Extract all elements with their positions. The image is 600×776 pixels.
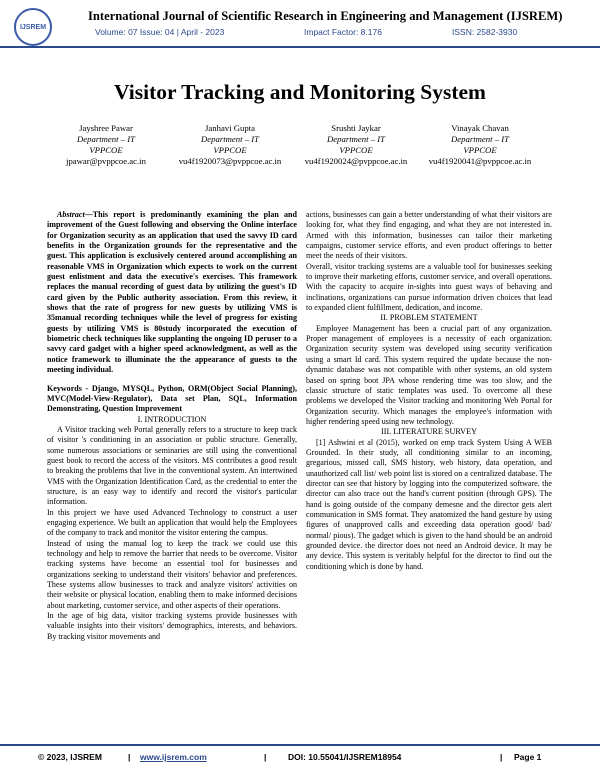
right-column (306, 210, 552, 572)
paper-title: Visitor Tracking and Monitoring System (114, 80, 486, 104)
volume-issue: Volume: 07 Issue: 04 | April - 2023 (95, 27, 225, 37)
author-email: jpawar@pvppcoe.ac.in (66, 156, 146, 166)
footer-separator: | (128, 752, 131, 762)
abstract (47, 210, 297, 376)
logo-text: IJSREM (19, 23, 47, 31)
section-heading-literature: III. LITERATURE SURVEY (381, 427, 477, 437)
author-1 (36, 123, 176, 167)
author-name: Srushti Jaykar (331, 123, 381, 133)
impact-factor: Impact Factor: 8.176 (304, 27, 382, 37)
author-email: vu4f1920041@pvppcoe.ac.in (428, 156, 532, 166)
author-org: VPPCOE (89, 145, 123, 155)
literature-paragraph: [1] Ashwini et al (2015), worked on emp track System Using A WEB Grounded. In their study, all conditioning similar to an incoming, gregarious, missed call, SMS history, web history, data operation, and unauthorized call list/ web point list is stored on a centralized database. The director can see that history by logging into the computerized software. the director can also trace out the hand's current position (through GPS). The hand is going outside of the company demesne and the director gets alert communication in SMS format. They anatomized the hand gesture by using figures of unapproved calls and exceeding data operation good/ bad/ normal/ pious). The gadget which is given to the hand should be an android grounded device. the director does not need an Android device. It may be any device. This system is veritably helpful for the director to find out the conditioning which is done by hand. (306, 437, 552, 571)
author-name: Janhavi Gupta (205, 123, 255, 133)
author-name: Jayshree Pawar (79, 123, 133, 133)
issn: ISSN: 2582-3930 (452, 27, 518, 37)
author-email: vu4f1920024@pvppcoe.ac.in (304, 156, 408, 166)
abstract-text: This report is predominantly examining the plan and improvement of the Guest following and observing the Online interface for Organization security as an application that used the savvy ID card benefits in the Organization grounds for the representative and the guest. This application is exclusively centered around accomplishing an reasonable VMS in Organization which expects to work on the current guest enlistment and data the executive's exercises. This framework replaces the manual recording of guest data by utilizing the guest's ID card given by the Public authority association. From this review, it shows that the rate of progress for new guests by utilizing VMS is 35manual recording techniques while the level of progress for existing guests by utilizing VMS is 80study incorporated the execution of biometric check techniques like supplanting the ongoing ID peruser to a savvy card gadget with a higher speed acknowledgment, as well as the notice framework to illuminate the the appearance of guests to the meeting individual. (47, 210, 297, 375)
journal-title: International Journal of Scientific Research in Engineering and Management (IJSREM) (88, 9, 563, 23)
body-paragraph: Overall, visitor tracking systems are a valuable tool for businesses seeking to improve their marketing efforts, customer service, and overall operations. With the capacity to acquire in-sights into guest ways of behaving and inclinations, organizations can pursue information driven choices that lead to expanded client fulfillment, dedication, and income. (306, 261, 552, 313)
header-divider (0, 46, 600, 48)
journal-logo (14, 8, 52, 46)
intro-paragraph: In the age of big data, visitor tracking systems provide businesses with valuable insights into their visitors' demographics, interests, and behaviors. By tracking visitor movements and (47, 611, 297, 641)
section-heading-introduction: I. INTRODUCTION (137, 414, 207, 424)
author-org: VPPCOE (463, 145, 497, 155)
author-4 (410, 123, 550, 167)
footer-separator: | (500, 752, 503, 762)
problem-paragraph: Employee Management has been a crucial part of any organization. Proper management of employees is a necessity of each organization. Organization security system was developed using security verification using a smart Id card. This system required the update because the non-dynamic database was not compatible with other systems, an old system based on spring boot JPA whose rendering time was too slow, and the classic structure of static templates was used. To overcome all these problems we developed the Visitor tracking and monitoring Web Portal for Organization security. Which manages the employee's information with higher rendering speed using new technology. (306, 323, 552, 426)
author-dept: Department – IT (201, 134, 259, 144)
left-column (47, 210, 297, 642)
author-2 (160, 123, 300, 167)
author-dept: Department – IT (327, 134, 385, 144)
author-email: vu4f1920073@pvppcoe.ac.in (178, 156, 282, 166)
footer-copyright: © 2023, IJSREM (38, 752, 102, 762)
author-name: Vinayak Chavan (451, 123, 509, 133)
intro-paragraph: Instead of using the manual log to keep the track we could use this technology and help to remove the barrier that needs to be overcome. Visitor tracking systems have become an essential tool for businesses and organizations seeking to understand their visitors' behavior and preferences. These systems allow businesses to track and analyze visitors' activities on their website or physical location, enabling them to make informed decisions about marketing, customer service, and other aspects of their operations. (47, 538, 297, 610)
author-3 (286, 123, 426, 167)
intro-paragraph: A Visitor tracking web Portal generally refers to a structure to keep track of visitor 's conditioning in an association or public structure. Generally, some numerous associations or seminaries are still using the conventional guest book to record the access of the visitors. MS contributes a good result to breaking the problems that live in the conventional system. An intertwined VMS with the Organization Identification Card, as the credential to enter the structure, is an easy way to identify and record the visitor's particular information. (47, 424, 297, 507)
footer-doi: DOI: 10.55041/IJSREM18954 (288, 752, 402, 762)
author-dept: Department – IT (77, 134, 135, 144)
footer-website[interactable] (140, 752, 207, 762)
author-org: VPPCOE (213, 145, 247, 155)
section-heading-problem: II. PROBLEM STATEMENT (380, 313, 478, 323)
footer-divider (0, 744, 600, 746)
website-link[interactable]: www.ijsrem.com (140, 752, 207, 762)
footer-page: Page 1 (514, 752, 542, 762)
keywords: Keywords - Django, MYSQL, Python, ORM(Object Social Planning), MVC(Model-View-Regulator), Data set Plan, SQL, Information Demonstrating, Question Improvement (47, 383, 297, 414)
footer-separator: | (264, 752, 267, 762)
intro-paragraph: In this project we have used Advanced Technology to construct a user engaging experience. We built an application that would help the Employees of the company to track and monitor the visitor entering the campus. (47, 507, 297, 538)
abstract-label: Abstract— (57, 210, 93, 219)
author-dept: Department – IT (451, 134, 509, 144)
author-org: VPPCOE (339, 145, 373, 155)
body-paragraph: actions, businesses can gain a better understanding of what their visitors are looking for, what they find engaging, and what they are not interested in. Armed with this information, businesses can tailor their marketing campaigns, customer service efforts, and even product offerings to better meet the needs of their visitors. (306, 210, 552, 261)
